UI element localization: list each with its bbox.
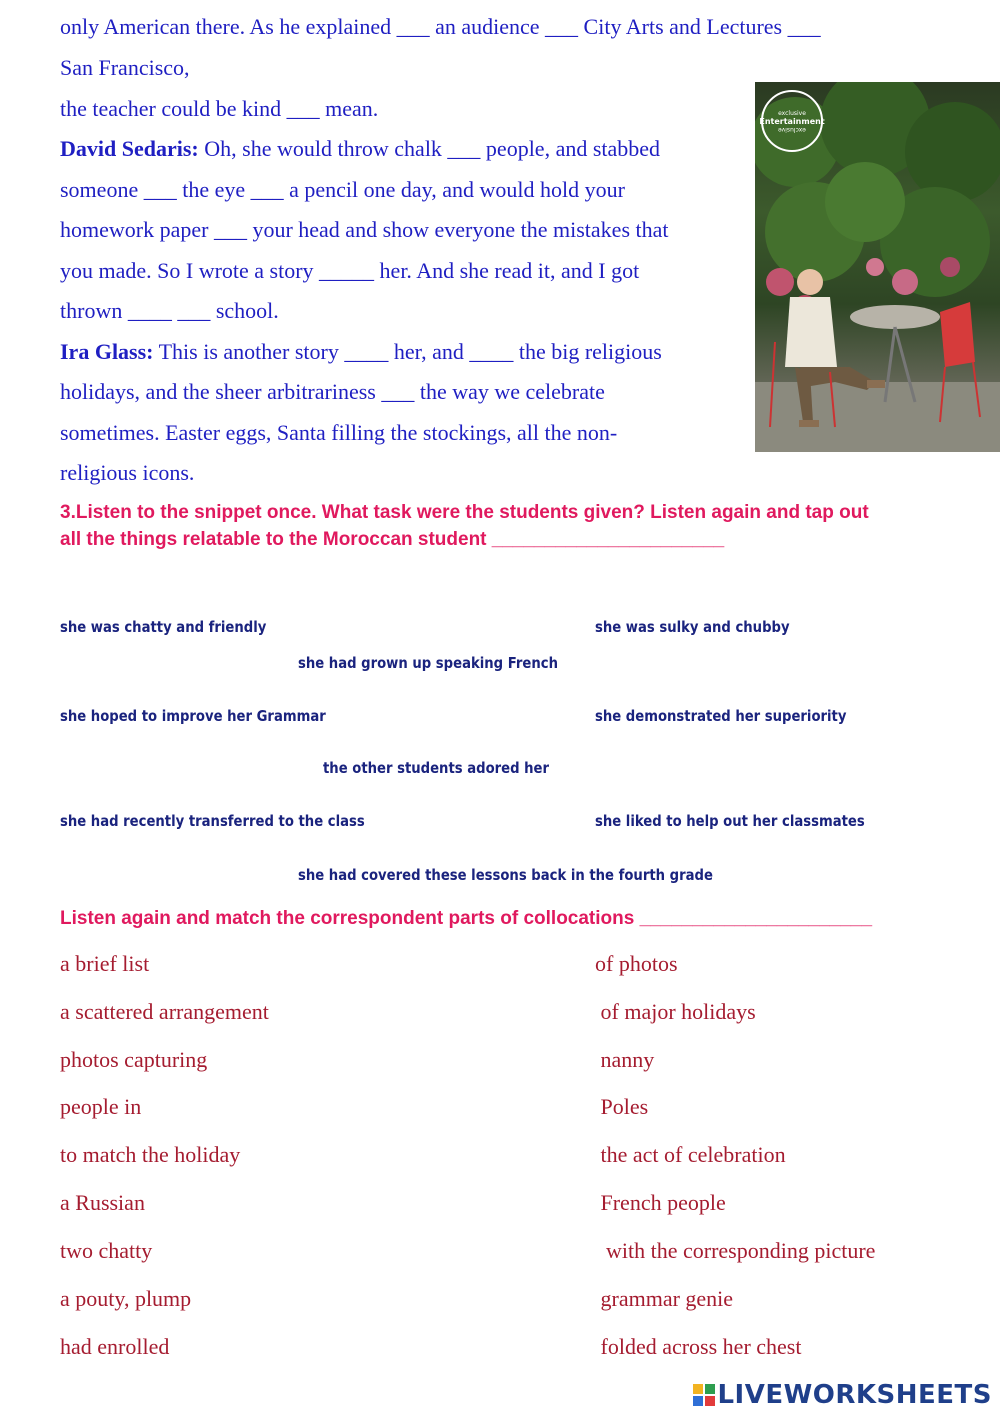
option-superiority[interactable]: she demonstrated her superiority: [595, 707, 847, 725]
option-recently-transferred[interactable]: she had recently transferred to the class: [60, 812, 365, 830]
intro-line-2: San Francisco,: [60, 55, 190, 80]
option-students-adored[interactable]: the other students adored her: [323, 759, 550, 777]
option-grown-up-french[interactable]: she had grown up speaking French: [298, 654, 558, 672]
option-chatty-friendly[interactable]: she was chatty and friendly: [60, 618, 267, 636]
dialogue-text: This is another story ____ her, and ____ the big religious: [158, 339, 662, 364]
collocation-right-item[interactable]: of photos: [595, 951, 678, 976]
dialogue-line: homework paper ___ your head and show everyone the mistakes that: [60, 217, 669, 242]
dialogue-line: holidays, and the sheer arbitrariness ___ the way we celebrate: [60, 379, 605, 404]
collocation-right-item[interactable]: the act of celebration: [595, 1142, 786, 1167]
collocation-left-item[interactable]: to match the holiday: [60, 1142, 241, 1167]
collocation-left-item[interactable]: people in: [60, 1094, 142, 1119]
badge-main-text: Entertainment: [759, 116, 825, 126]
dialogue-line: sometimes. Easter eggs, Santa filling the stockings, all the non-: [60, 420, 618, 445]
logo-text: LIVEWORKSHEETS: [717, 1380, 992, 1410]
collocation-right-item[interactable]: French people: [595, 1190, 726, 1215]
collocation-left-item[interactable]: photos capturing: [60, 1047, 208, 1072]
intro-line-3: the teacher could be kind ___ mean.: [60, 96, 379, 121]
task3-instruction-line-2: all the things relatable to the Moroccan student ______________________: [60, 529, 725, 550]
dialogue-line: [60, 339, 662, 365]
speaker-name: Ira Glass:: [60, 339, 154, 364]
liveworksheets-logo-icon: [693, 1384, 715, 1406]
dialogue-line: someone ___ the eye ___ a pencil one day, and would hold your: [60, 177, 625, 202]
collocation-left-item[interactable]: had enrolled: [60, 1334, 170, 1359]
task3-instruction-line-1: 3.Listen to the snippet once. What task were the students given? Listen again and tap out: [60, 502, 869, 523]
liveworksheets-logo: [693, 1380, 992, 1410]
collocation-left-item[interactable]: a Russian: [60, 1190, 145, 1215]
collocation-right-item[interactable]: Poles: [595, 1094, 649, 1119]
collocation-right-item[interactable]: grammar genie: [595, 1286, 734, 1311]
collocation-right-item[interactable]: nanny: [595, 1047, 655, 1072]
badge-top-text: exclusive: [778, 109, 806, 117]
dialogue-line: you made. So I wrote a story _____ her. And she read it, and I got: [60, 258, 640, 283]
badge-bottom-text: exclusive: [778, 125, 806, 133]
dialogue-line: [60, 136, 660, 162]
collocation-left-item[interactable]: a scattered arrangement: [60, 999, 269, 1024]
option-fourth-grade[interactable]: she had covered these lessons back in the fourth grade: [298, 866, 713, 884]
dialogue-line: thrown ____ ___ school.: [60, 298, 279, 323]
david-sedaris-photo: [755, 82, 1000, 452]
dialogue-line: religious icons.: [60, 460, 195, 485]
collocation-left-item[interactable]: a pouty, plump: [60, 1286, 192, 1311]
collocation-left-item[interactable]: two chatty: [60, 1238, 153, 1263]
option-sulky-chubby[interactable]: she was sulky and chubby: [595, 618, 790, 636]
speaker-name: David Sedaris:: [60, 136, 199, 161]
option-improve-grammar[interactable]: she hoped to improve her Grammar: [60, 707, 326, 725]
collocation-left-item[interactable]: a brief list: [60, 951, 150, 976]
collocation-right-item[interactable]: with the corresponding picture: [595, 1238, 876, 1263]
task4-instruction: Listen again and match the correspondent parts of collocations ______________________: [60, 908, 873, 929]
dialogue-text: Oh, she would throw chalk ___ people, and stabbed: [204, 136, 661, 161]
collocation-right-item[interactable]: folded across her chest: [595, 1334, 802, 1359]
intro-line-1: only American there. As he explained ___ an audience ___ City Arts and Lectures ___: [60, 14, 821, 39]
option-help-classmates[interactable]: she liked to help out her classmates: [595, 812, 865, 830]
entertainment-badge: [761, 90, 823, 152]
collocation-right-item[interactable]: of major holidays: [595, 999, 756, 1024]
